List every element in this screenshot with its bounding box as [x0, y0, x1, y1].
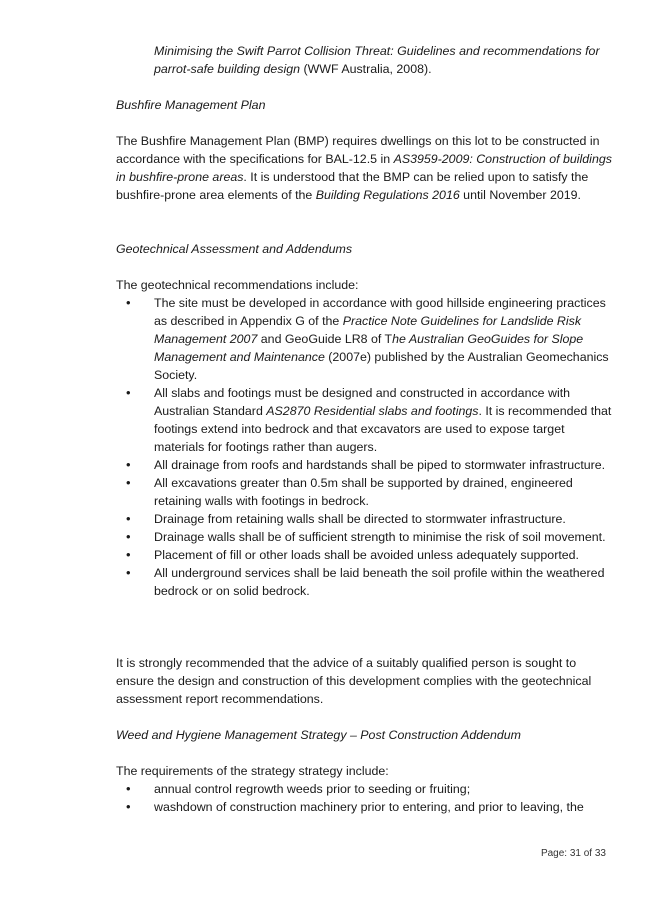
bushfire-paragraph [116, 132, 612, 204]
text-run: . It is understood that the BMP can be relied upon to satisfy the bushfire-prone area elements of the [116, 170, 589, 202]
list-item-text: Drainage from retaining walls shall be directed to stormwater infrastructure. [154, 512, 566, 526]
geotechnical-closing: It is strongly recommended that the advice of a suitably qualified person is sought to ensure the design and construction of this development complies with the geotechnical assessment report recommendations. [116, 656, 592, 706]
text-run: All slabs and footings must be designed and constructed in accordance with Australian Standard [154, 386, 571, 418]
text-run: and GeoGuide LR8 of T [257, 332, 393, 346]
list-item-text: washdown of construction machinery prior to entering, and prior to leaving, the [154, 800, 584, 814]
list-item [116, 384, 612, 456]
guide-title: he Australian GeoGuides for Slope Management and Maintenance [154, 332, 584, 364]
reference-citation [154, 42, 610, 78]
bullet-icon: • [126, 385, 131, 400]
bullet-icon: • [126, 781, 131, 796]
bullet-icon: • [126, 565, 131, 580]
list-item-text: All drainage from roofs and hardstands shall be piped to stormwater infrastructure. [154, 458, 606, 472]
bullet-icon: • [126, 547, 131, 562]
text-run: . It is recommended that footings extend into bedrock and that excavators are used to expose target materials for footings rather than augers. [154, 404, 612, 454]
bullet-icon: • [126, 511, 131, 526]
text-run: until November 2019. [459, 188, 581, 202]
bullet-icon: • [126, 475, 131, 490]
list-item-text: annual control regrowth weeds prior to seeding or fruiting; [154, 782, 471, 796]
list-item [116, 546, 612, 564]
list-item [116, 294, 612, 384]
list-item [116, 528, 612, 546]
list-item [116, 510, 612, 528]
text-run: The Bushfire Management Plan (BMP) requires dwellings on this lot to be constructed in accordance with the specifications for BAL-12.5 in [116, 134, 600, 166]
section-heading-geotechnical: Geotechnical Assessment and Addendums [116, 242, 353, 256]
section-heading-bushfire: Bushfire Management Plan [116, 98, 266, 112]
reference-source: (WWF Australia, 2008). [300, 62, 432, 76]
list-item-text: Drainage walls shall be of sufficient strength to minimise the risk of soil movement. [154, 530, 606, 544]
list-item [116, 798, 612, 816]
bullet-icon: • [126, 799, 131, 814]
list-item [116, 474, 612, 510]
text-run: (2007e) published by the Australian Geomechanics Society. [154, 350, 609, 382]
geotechnical-intro: The geotechnical recommendations include: [116, 278, 359, 292]
text-run: The site must be developed in accordance with good hillside engineering practices as described in Appendix G of the [154, 296, 606, 328]
regulation-title: Building Regulations 2016 [315, 188, 460, 202]
guideline-title: Practice Note Guidelines for Landslide Risk Management 2007 [154, 314, 582, 346]
list-item-text: Placement of fill or other loads shall be avoided unless adequately supported. [154, 548, 579, 562]
geotechnical-list [116, 294, 612, 600]
bullet-icon: • [126, 457, 131, 472]
bullet-icon: • [126, 295, 131, 310]
weed-intro: The requirements of the strategy strategy include: [116, 764, 389, 778]
list-item [116, 564, 612, 600]
list-item-text: All excavations greater than 0.5m shall be supported by drained, engineered retaining walls with footings in bedrock. [154, 476, 573, 508]
bullet-icon: • [126, 529, 131, 544]
list-item [116, 456, 612, 474]
list-item-text: All underground services shall be laid beneath the soil profile within the weathered bedrock or on solid bedrock. [154, 566, 605, 598]
page-number: Page: 31 of 33 [540, 848, 606, 859]
section-heading-weed: Weed and Hygiene Management Strategy – Post Construction Addendum [116, 728, 522, 742]
reference-title: Minimising the Swift Parrot Collision Threat: Guidelines and recommendations for parrot-safe building design [154, 44, 600, 76]
list-item [116, 780, 612, 798]
weed-list [116, 780, 612, 816]
standard-title: AS2870 Residential slabs and footings [266, 404, 479, 418]
standard-title: AS3959-2009: Construction of buildings in bushfire-prone areas [116, 152, 612, 184]
